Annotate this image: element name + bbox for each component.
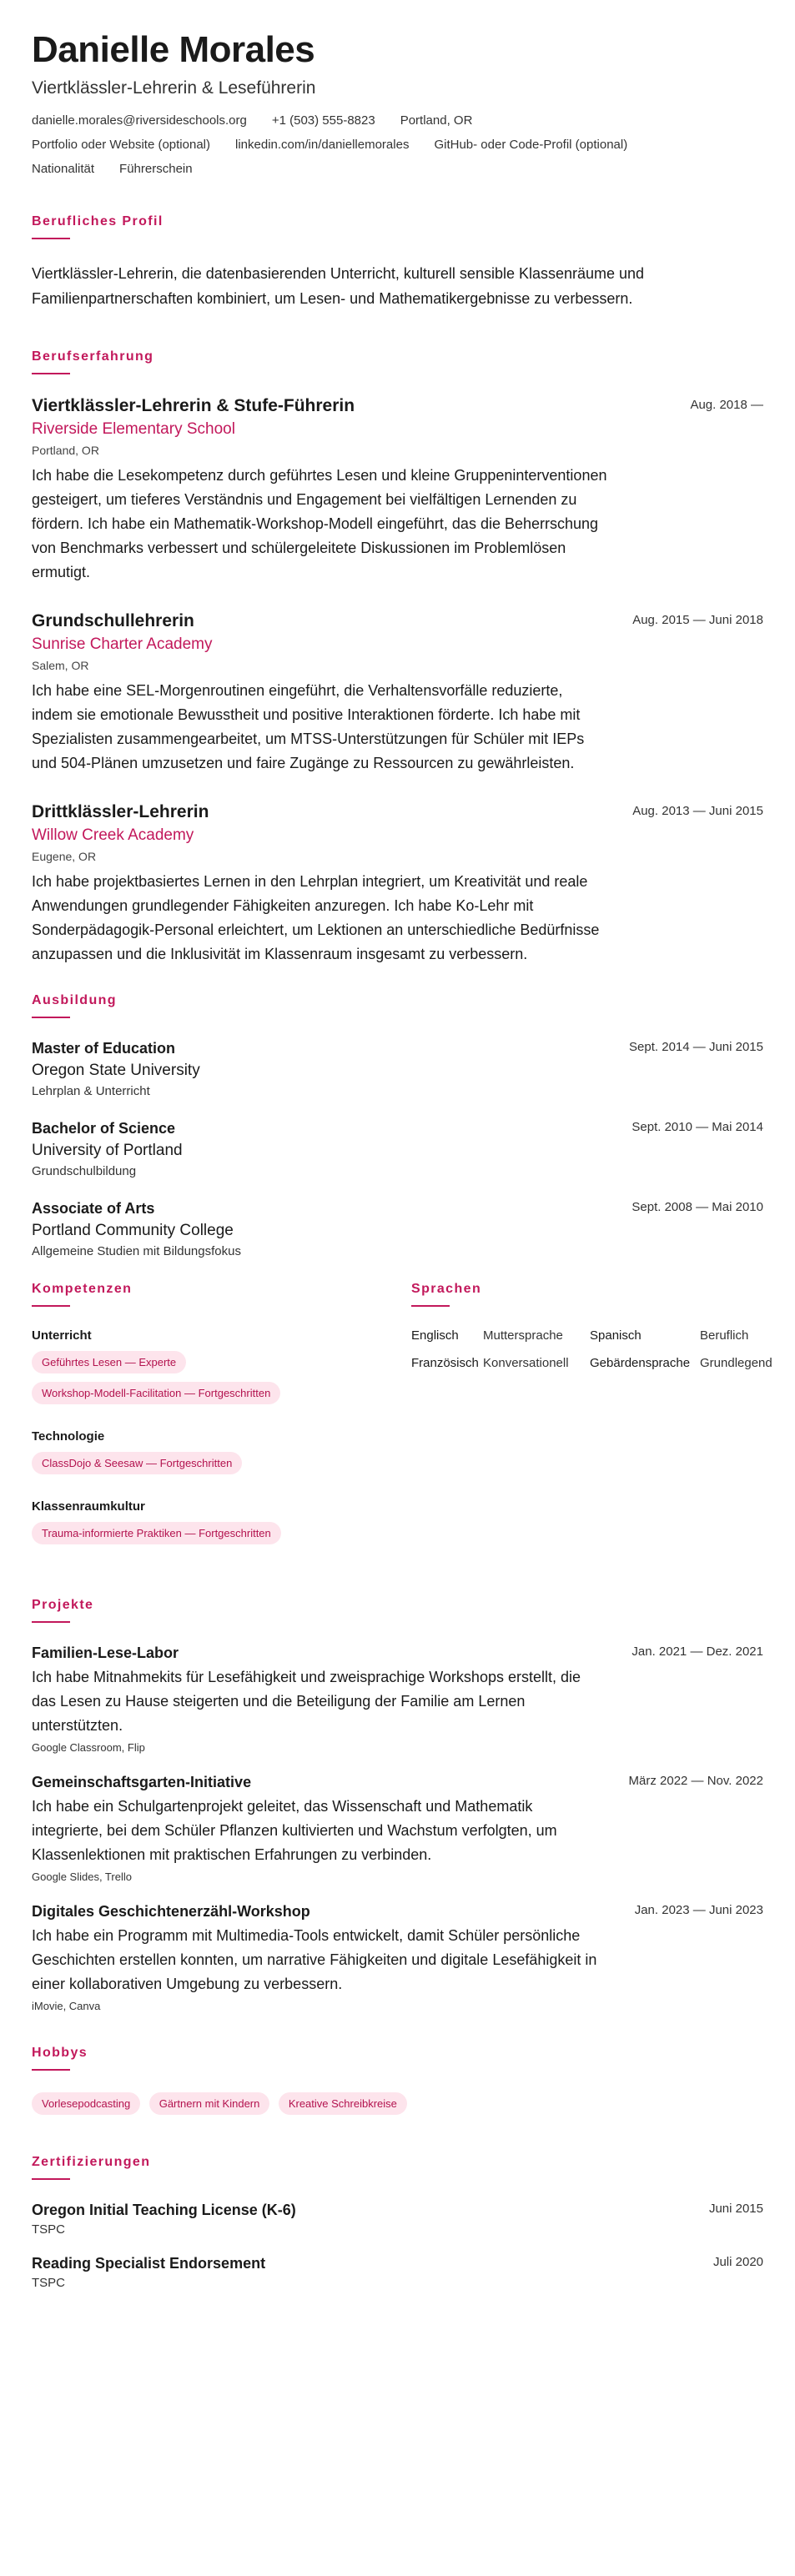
project-description: Ich habe ein Programm mit Multimedia-Tools entwickelt, damit Schüler persönliche Geschichten erstellen konnten, um narrative Fähigkeiten und digitale Lesefähigkeit in einer kollaborativen Umgebung zu verbessern. <box>32 1927 597 1993</box>
job-location: Salem, OR <box>32 659 89 673</box>
cert-date: Juli 2020 <box>712 2255 763 2270</box>
cert-issuer: TSPC <box>32 2222 66 2237</box>
edu-field: Allgemeine Studien mit Bildungsfokus <box>32 1244 241 1259</box>
section-title: Berufserfahrung <box>32 349 154 364</box>
job-date: Aug. 2013 — Juni 2015 <box>632 804 763 819</box>
project-entry <box>32 1903 763 2012</box>
job-company: Sunrise Charter Academy <box>32 635 213 654</box>
skill-group <box>32 1328 411 1413</box>
project-name: Familien-Lese-Labor <box>32 1645 179 1662</box>
project-entry <box>32 1645 763 1754</box>
job-description: Ich habe eine SEL-Morgenroutinen eingeführt, die Verhaltensvorfälle reduzierte, indem sie emotionale Bewusstheit und positive Interaktionen förderte. Ich habe mit Spezialisten zusammengearbeitet, um MTSS-Unterstützungen für Schüler mit IEPs und 504-Plänen umzusetzen und faire Zugänge zu Ressourcen zu gewährleisten. <box>32 682 585 772</box>
cert-name: Reading Specialist Endorsement <box>32 2255 266 2272</box>
section-title: Sprachen <box>411 1282 482 1297</box>
job-date: Aug. 2018 — <box>690 398 763 413</box>
education-entry <box>32 1200 763 1258</box>
skill-category: Technologie <box>32 1429 105 1444</box>
project-tools: Google Classroom, Flip <box>32 1741 145 1755</box>
skill-pill: ClassDojo & Seesaw — Fortgeschritten <box>32 1452 242 1474</box>
section-divider <box>32 373 70 374</box>
language-level: Grundlegend <box>700 1356 772 1371</box>
project-tools: Google Slides, Trello <box>32 1870 132 1884</box>
project-name: Digitales Geschichtenerzähl-Workshop <box>32 1903 310 1921</box>
job-location: Portland, OR <box>32 444 99 458</box>
job-description: Ich habe projektbasiertes Lernen in den Lehrplan integriert, um Kreativität und reale Anwendungen grundlegender Fähigkeiten anzuregen. Ich habe Ko-Lehr mit Sonderpädagogik-Personal erleichtert, um Lektionen an unterschiedliche Bedürfnisse anzupassen und die Inklusivität im Klassenraum insgesamt zu verbessern. <box>32 873 600 963</box>
language-name: Englisch <box>411 1328 459 1343</box>
hobby-pill: Gärtnern mit Kindern <box>149 2092 270 2115</box>
section-divider <box>32 238 70 239</box>
project-description: Ich habe Mitnahmekits für Lesefähigkeit und zweisprachige Workshops erstellt, die das Lesen zu Hause steigerten und die Beteiligung der Familie am Lernen unterstützten. <box>32 1669 581 1735</box>
skill-category: Unterricht <box>32 1328 92 1343</box>
skill-pill: Geführtes Lesen — Experte <box>32 1351 186 1373</box>
contact-portfolio[interactable]: Portfolio oder Website (optional) <box>32 138 210 153</box>
edu-field: Lehrplan & Unterricht <box>32 1084 150 1099</box>
skill-pill: Workshop-Modell-Facilitation — Fortgeschritten <box>32 1382 280 1404</box>
contact-license: Führerschein <box>119 162 193 177</box>
section-title: Berufliches Profil <box>32 214 164 229</box>
section-divider <box>32 2178 70 2180</box>
section-divider <box>32 1621 70 1623</box>
certification-entry <box>32 2202 763 2237</box>
job-title: Viertklässler-Lehrerin & Stufe-Führerin <box>32 396 355 416</box>
job-company: Riverside Elementary School <box>32 420 235 439</box>
cert-name: Oregon Initial Teaching License (K-6) <box>32 2202 296 2219</box>
project-date: März 2022 — Nov. 2022 <box>628 1774 763 1789</box>
section-divider <box>411 1305 450 1307</box>
language-name: Französisch <box>411 1356 479 1371</box>
experience-section <box>32 349 763 967</box>
language-level: Muttersprache <box>483 1328 563 1343</box>
language-name: Gebärdensprache <box>590 1356 691 1371</box>
job-entry <box>32 611 763 776</box>
section-title: Hobbys <box>32 2046 88 2061</box>
skill-pill: Trauma-informierte Praktiken — Fortgeschritten <box>32 1522 281 1544</box>
profile-summary: Viertklässler-Lehrerin, die datenbasierenden Unterricht, kulturell sensible Klassenräume und Familienpartnerschaften kombiniert, um Lesen- und Mathematikergebnisse zu verbessern. <box>32 265 645 308</box>
project-date: Jan. 2023 — Juni 2023 <box>634 1903 763 1918</box>
project-entry <box>32 1774 763 1883</box>
languages-section <box>411 1282 772 1569</box>
section-title: Ausbildung <box>32 993 117 1008</box>
contact-github[interactable]: GitHub- oder Code-Profil (optional) <box>434 138 628 153</box>
project-name: Gemeinschaftsgarten-Initiative <box>32 1774 252 1791</box>
profile-section <box>32 214 763 311</box>
candidate-name: Danielle Morales <box>32 29 315 70</box>
contact-row-3 <box>32 162 763 176</box>
skill-group <box>32 1499 411 1553</box>
skill-group <box>32 1429 411 1483</box>
job-entry <box>32 396 763 585</box>
section-title: Projekte <box>32 1598 94 1613</box>
edu-date: Sept. 2008 — Mai 2010 <box>631 1200 763 1215</box>
cert-date: Juni 2015 <box>708 2202 763 2217</box>
resume-header <box>32 30 763 176</box>
contact-email[interactable]: danielle.morales@riversideschools.org <box>32 113 247 128</box>
edu-field: Grundschulbildung <box>32 1164 137 1179</box>
edu-school: Oregon State University <box>32 1062 200 1080</box>
job-date: Aug. 2015 — Juni 2018 <box>632 613 763 628</box>
contact-nationality: Nationalität <box>32 162 95 177</box>
candidate-headline: Viertklässler-Lehrerin & Leseführerin <box>32 78 316 98</box>
edu-date: Sept. 2014 — Juni 2015 <box>629 1040 763 1055</box>
section-divider <box>32 1017 70 1018</box>
skills-section <box>32 1282 411 1569</box>
edu-school: Portland Community College <box>32 1222 234 1240</box>
languages-table <box>411 1328 772 1371</box>
job-entry <box>32 802 763 967</box>
education-entry <box>32 1120 763 1178</box>
section-title: Zertifizierungen <box>32 2155 151 2170</box>
section-divider <box>32 1305 70 1307</box>
skills-languages-row <box>32 1282 772 1569</box>
job-description: Ich habe die Lesekompetenz durch geführtes Lesen und kleine Gruppeninterventionen gesteigert, um tieferes Verständnis und Engagement bei vielfältigen Lernenden zu fördern. Ich habe ein Mathematik-Workshop-Modell eingeführt, das die Beherrschung von Benchmarks verbessert und schülergeleitete Diskussionen im Problemlösen ermutigt. <box>32 467 607 581</box>
project-description: Ich habe ein Schulgartenprojekt geleitet, das Wissenschaft und Mathematik integrierte, bei dem Schüler Pflanzen kultivierten und Wachstum verfolgten, um Klassenlektionen mit praktischen Erfahrungen zu verbinden. <box>32 1798 557 1864</box>
hobby-pill: Kreative Schreibkreise <box>279 2092 407 2115</box>
contact-row-1 <box>32 113 763 128</box>
edu-degree: Master of Education <box>32 1040 176 1057</box>
education-section <box>32 993 763 1258</box>
section-title: Kompetenzen <box>32 1282 133 1297</box>
language-level: Beruflich <box>700 1328 749 1343</box>
edu-degree: Bachelor of Science <box>32 1120 176 1137</box>
language-name: Spanisch <box>590 1328 642 1343</box>
section-divider <box>32 2069 70 2071</box>
contact-location: Portland, OR <box>400 113 473 128</box>
hobby-pill: Vorlesepodcasting <box>32 2092 140 2115</box>
hobbies-section <box>32 2046 763 2123</box>
certifications-section <box>32 2155 763 2290</box>
contact-linkedin[interactable]: linkedin.com/in/daniellemorales <box>235 138 410 153</box>
projects-section <box>32 1598 763 2012</box>
edu-date: Sept. 2010 — Mai 2014 <box>631 1120 763 1135</box>
language-level: Konversationell <box>483 1356 569 1371</box>
contact-phone[interactable]: +1 (503) 555-8823 <box>271 113 375 128</box>
edu-school: University of Portland <box>32 1142 183 1160</box>
skill-category: Klassenraumkultur <box>32 1499 145 1514</box>
contact-row-2 <box>32 138 763 152</box>
hobbies-list <box>32 2092 763 2123</box>
cert-issuer: TSPC <box>32 2276 66 2291</box>
edu-degree: Associate of Arts <box>32 1200 155 1218</box>
job-title: Grundschullehrerin <box>32 611 194 631</box>
job-title: Drittklässler-Lehrerin <box>32 802 209 822</box>
education-entry <box>32 1040 763 1098</box>
certification-entry <box>32 2255 763 2290</box>
job-location: Eugene, OR <box>32 850 97 864</box>
project-tools: iMovie, Canva <box>32 2000 101 2013</box>
project-date: Jan. 2021 — Dez. 2021 <box>631 1645 763 1660</box>
job-company: Willow Creek Academy <box>32 826 194 845</box>
